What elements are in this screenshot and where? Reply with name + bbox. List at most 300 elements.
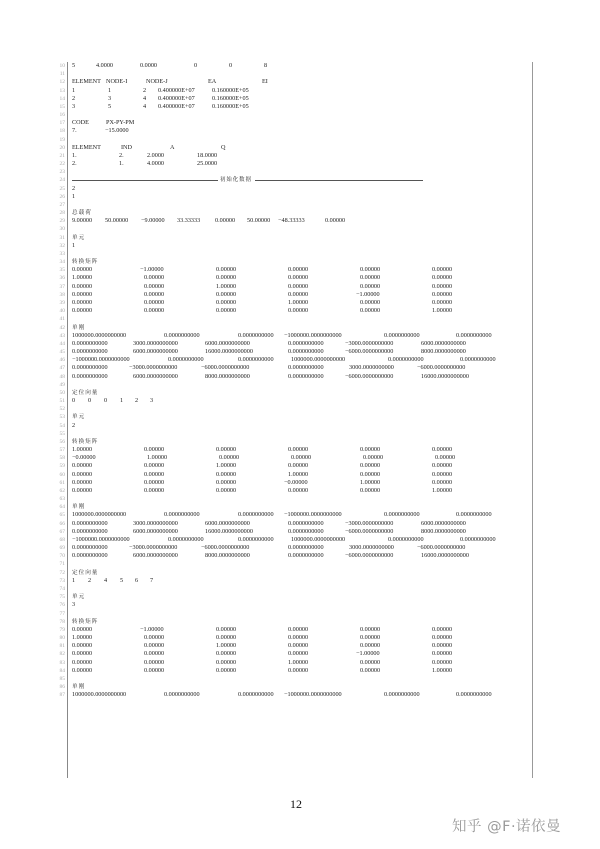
- line-number: 35: [59, 267, 65, 274]
- listing-value: 0.00000: [435, 454, 456, 462]
- listing-line: [0, 250, 600, 258]
- code-listing: [0, 62, 600, 699]
- line-number: 87: [59, 692, 65, 699]
- listing-line: [0, 503, 600, 511]
- listing-value: 0.0000000000: [168, 356, 204, 364]
- listing-value: 0.00000: [288, 266, 309, 274]
- listing-value: ELEMENT: [72, 143, 101, 151]
- listing-value: 0.0000000000: [164, 331, 200, 339]
- listing-value: −3000.0000000000: [345, 519, 394, 527]
- listing-line: [0, 193, 600, 201]
- listing-value: 0.00000: [432, 650, 453, 658]
- listing-line: [0, 585, 600, 593]
- listing-value: 0.0000000000: [288, 372, 324, 380]
- listing-value: 3: [72, 102, 76, 110]
- listing-value: 0.00000: [288, 282, 309, 290]
- listing-value: 0: [88, 397, 92, 405]
- listing-value: −1000000.0000000000: [284, 511, 342, 519]
- listing-value: 1: [120, 397, 124, 405]
- listing-value: 3: [150, 397, 154, 405]
- listing-line: [0, 691, 600, 699]
- listing-value: 0.0000000000: [384, 691, 420, 699]
- line-number: 46: [59, 357, 65, 364]
- separator-title: 初始化数据: [220, 177, 252, 184]
- listing-line: [0, 332, 600, 340]
- listing-value: 0.00000: [72, 462, 93, 470]
- line-number: 82: [59, 651, 65, 658]
- line-number: 37: [59, 283, 65, 290]
- listing-value: 0.00000: [288, 642, 309, 650]
- listing-value: 0.00000: [432, 462, 453, 470]
- listing-line: [0, 103, 600, 111]
- listing-value: 0.00000: [216, 290, 237, 298]
- listing-value: 1.00000: [288, 298, 309, 306]
- listing-line: [0, 291, 600, 299]
- listing-line: [0, 413, 600, 421]
- listing-value: 0.00000: [432, 298, 453, 306]
- listing-line: [0, 479, 600, 487]
- listing-value: 0.00000: [360, 486, 381, 494]
- section-heading: 单元: [72, 234, 86, 241]
- line-number: 51: [59, 398, 65, 405]
- line-number: 13: [59, 87, 65, 94]
- listing-value: NODE-J: [146, 78, 168, 86]
- listing-value: −3000.0000000000: [345, 339, 394, 347]
- line-number: 50: [59, 389, 65, 396]
- listing-line: [0, 659, 600, 667]
- line-number: 25: [59, 185, 65, 192]
- listing-value: 50.00000: [247, 217, 271, 225]
- listing-value: 0.00000: [291, 454, 312, 462]
- listing-value: 0.00000: [144, 446, 165, 454]
- line-number: 43: [59, 332, 65, 339]
- listing-value: 0.00000: [288, 274, 309, 282]
- listing-value: 0.00000: [72, 642, 93, 650]
- listing-value: 0.00000: [360, 470, 381, 478]
- line-number: 67: [59, 528, 65, 535]
- line-number: 20: [59, 144, 65, 151]
- listing-value: −6000.0000000000: [417, 364, 466, 372]
- listing-value: 2: [72, 184, 76, 192]
- section-heading: 转换矩阵: [72, 618, 99, 625]
- listing-line: [0, 569, 600, 577]
- listing-value: 0.0000000000: [288, 552, 324, 560]
- line-number: 15: [59, 103, 65, 110]
- line-number: 42: [59, 324, 65, 331]
- listing-value: 0.00000: [216, 666, 237, 674]
- listing-value: 16000.0000000000: [205, 527, 253, 535]
- section-heading: 总载荷: [72, 210, 92, 217]
- listing-line: [0, 438, 600, 446]
- line-number: 47: [59, 365, 65, 372]
- listing-line: [0, 185, 600, 193]
- listing-value: A: [170, 143, 175, 151]
- listing-value: 0.0000000000: [384, 511, 420, 519]
- listing-line: [0, 397, 600, 405]
- listing-value: 0.0000000000: [288, 339, 324, 347]
- listing-value: 3: [108, 94, 112, 102]
- line-number: 69: [59, 545, 65, 552]
- listing-value: 0.00000: [216, 478, 237, 486]
- listing-value: 0.0000000000: [238, 356, 274, 364]
- listing-value: 2: [72, 94, 76, 102]
- listing-value: 3000.0000000000: [133, 339, 178, 347]
- listing-value: −6000.0000000000: [345, 552, 394, 560]
- listing-value: 0.0000000000: [72, 527, 108, 535]
- listing-line: [0, 511, 600, 519]
- listing-value: 0.00000: [325, 217, 346, 225]
- listing-value: 0.00000: [144, 274, 165, 282]
- listing-value: 25.0000: [197, 160, 218, 168]
- listing-value: 0.00000: [360, 658, 381, 666]
- listing-value: 0.00000: [144, 470, 165, 478]
- listing-value: −9.00000: [141, 217, 165, 225]
- line-number: 28: [59, 210, 65, 217]
- listing-value: 0.00000: [360, 666, 381, 674]
- watermark: 知乎 @F·诺依曼: [452, 819, 562, 835]
- listing-value: 4: [104, 576, 108, 584]
- listing-value: −1000000.0000000000: [72, 356, 130, 364]
- listing-value: 0.0000000000: [288, 348, 324, 356]
- listing-value: 0.0000000000: [460, 356, 496, 364]
- listing-value: 0.00000: [144, 462, 165, 470]
- listing-value: 0.00000: [144, 650, 165, 658]
- listing-line: [0, 650, 600, 658]
- line-number: 54: [59, 422, 65, 429]
- line-number: 74: [59, 586, 65, 592]
- listing-value: 0.0000000000: [168, 535, 204, 543]
- listing-value: −6000.0000000000: [345, 527, 394, 535]
- listing-value: −1000000.0000000000: [284, 691, 342, 699]
- listing-value: 2.: [72, 160, 77, 168]
- listing-value: 1.00000: [216, 462, 237, 470]
- line-number: 24: [59, 177, 65, 184]
- section-heading: 单元: [72, 594, 86, 601]
- listing-value: 5: [120, 576, 124, 584]
- listing-value: 8000.0000000000: [421, 527, 466, 535]
- line-number: 72: [59, 569, 65, 576]
- listing-value: 6000.0000000000: [421, 519, 466, 527]
- listing-value: 0.00000: [72, 478, 93, 486]
- listing-line: [0, 111, 600, 119]
- listing-value: 16000.0000000000: [421, 372, 469, 380]
- listing-line: [0, 593, 600, 601]
- line-number: 71: [59, 561, 65, 568]
- line-number: 77: [59, 610, 65, 617]
- listing-value: 0.0000000000: [456, 511, 492, 519]
- listing-line: [0, 152, 600, 160]
- listing-value: 0.0000000000: [288, 544, 324, 552]
- section-heading: 单刚: [72, 684, 86, 691]
- listing-value: −6000.0000000000: [417, 544, 466, 552]
- listing-value: 8000.0000000000: [205, 372, 250, 380]
- listing-value: 9.00000: [72, 217, 93, 225]
- listing-value: 0: [229, 62, 233, 69]
- listing-value: 5: [72, 62, 76, 69]
- listing-value: 0.00000: [216, 625, 237, 633]
- listing-value: 0.0000000000: [238, 331, 274, 339]
- listing-value: 0.00000: [144, 658, 165, 666]
- line-number: 23: [59, 169, 65, 176]
- separator-rule: [72, 180, 218, 181]
- line-number: 62: [59, 487, 65, 494]
- listing-line: [0, 136, 600, 144]
- line-number: 21: [59, 152, 65, 159]
- line-number: 34: [59, 259, 65, 266]
- listing-value: −6000.0000000000: [345, 348, 394, 356]
- line-number: 85: [59, 675, 65, 682]
- listing-value: 8: [264, 62, 268, 69]
- listing-value: 1: [72, 86, 76, 94]
- listing-value: Q: [221, 143, 226, 151]
- listing-line: [0, 127, 600, 135]
- listing-line: [0, 225, 600, 233]
- line-number: 12: [59, 79, 65, 86]
- listing-value: 8000.0000000000: [421, 348, 466, 356]
- listing-line: [0, 471, 600, 479]
- listing-value: 1.00000: [432, 307, 453, 315]
- listing-value: 1000000.0000000000: [72, 691, 127, 699]
- listing-value: 2.: [119, 151, 124, 159]
- listing-value: EA: [208, 78, 217, 86]
- listing-line: [0, 683, 600, 691]
- listing-line: [0, 381, 600, 389]
- listing-value: 0.00000: [144, 486, 165, 494]
- listing-value: 0.00000: [360, 282, 381, 290]
- listing-value: 0.00000: [72, 486, 93, 494]
- listing-value: 0.00000: [216, 634, 237, 642]
- listing-value: 1: [108, 86, 112, 94]
- listing-value: 0.00000: [72, 298, 93, 306]
- line-number: 65: [59, 512, 65, 519]
- listing-value: 0: [104, 397, 108, 405]
- listing-value: 0.0000000000: [238, 511, 274, 519]
- line-number: 83: [59, 659, 65, 666]
- listing-value: 0.00000: [72, 290, 93, 298]
- listing-line: [0, 520, 600, 528]
- listing-line: [0, 274, 600, 282]
- line-number: 64: [59, 504, 65, 511]
- listing-value: 2: [143, 86, 147, 94]
- section-heading: 单刚: [72, 324, 86, 331]
- listing-value: 0.00000: [72, 658, 93, 666]
- listing-value: 0.00000: [72, 307, 93, 315]
- listing-line: [0, 487, 600, 495]
- listing-value: 0.00000: [216, 650, 237, 658]
- line-number: 14: [59, 95, 65, 102]
- listing-value: 0.00000: [432, 470, 453, 478]
- listing-value: 1.: [72, 151, 77, 159]
- listing-value: 1: [72, 576, 76, 584]
- page-number: 12: [290, 797, 302, 811]
- listing-value: 5: [108, 102, 112, 110]
- listing-value: 0.0000000000: [388, 535, 424, 543]
- line-number: 57: [59, 447, 65, 454]
- listing-line: [0, 119, 600, 127]
- listing-value: −0.00000: [284, 478, 308, 486]
- listing-line: [0, 430, 600, 438]
- listing-line: [0, 536, 600, 544]
- listing-value: 0.00000: [216, 266, 237, 274]
- listing-value: 0.00000: [72, 650, 93, 658]
- listing-value: 0.00000: [144, 307, 165, 315]
- listing-line: [0, 389, 600, 397]
- listing-value: 0.0000000000: [388, 356, 424, 364]
- line-number: 29: [59, 218, 65, 225]
- listing-value: IND: [121, 143, 132, 151]
- listing-line: [0, 601, 600, 609]
- listing-value: 0.00000: [72, 470, 93, 478]
- listing-value: 1: [72, 241, 76, 249]
- listing-value: 0.00000: [215, 217, 236, 225]
- line-number: 55: [59, 430, 65, 437]
- line-number: 73: [59, 577, 65, 584]
- listing-value: 0.00000: [216, 298, 237, 306]
- listing-value: 0.00000: [288, 307, 309, 315]
- listing-line: [0, 95, 600, 103]
- listing-value: 6000.0000000000: [421, 339, 466, 347]
- section-heading: 定位向量: [72, 569, 99, 576]
- listing-value: 0.0000000000: [288, 527, 324, 535]
- listing-value: 0.00000: [144, 642, 165, 650]
- listing-value: 0.00000: [219, 454, 240, 462]
- listing-value: 6: [135, 576, 139, 584]
- listing-value: 0.00000: [360, 446, 381, 454]
- line-number: 11: [59, 71, 65, 78]
- listing-value: 2: [135, 397, 139, 405]
- listing-value: 1.00000: [72, 446, 93, 454]
- listing-value: 16000.0000000000: [205, 348, 253, 356]
- line-number: 80: [59, 635, 65, 642]
- listing-line: [0, 201, 600, 209]
- listing-value: 0.00000: [216, 446, 237, 454]
- line-number: 52: [59, 406, 65, 413]
- line-number: 40: [59, 308, 65, 315]
- listing-value: PX-PY-PM: [106, 119, 135, 127]
- listing-value: 0.00000: [360, 642, 381, 650]
- line-number: 56: [59, 438, 65, 445]
- listing-value: 0.00000: [432, 266, 453, 274]
- listing-line: [0, 234, 600, 242]
- listing-value: 1.00000: [360, 478, 381, 486]
- listing-line: [0, 667, 600, 675]
- listing-value: −1.00000: [356, 290, 380, 298]
- section-heading: 转换矩阵: [72, 259, 99, 266]
- listing-value: 0.0000000000: [384, 331, 420, 339]
- listing-value: −15.0000: [105, 127, 129, 135]
- line-number: 32: [59, 242, 65, 249]
- listing-line: [0, 176, 600, 184]
- listing-value: 0: [194, 62, 198, 69]
- listing-value: 0.0000000000: [288, 519, 324, 527]
- line-number: 19: [59, 136, 65, 143]
- line-number: 61: [59, 479, 65, 486]
- listing-value: −1.00000: [356, 650, 380, 658]
- listing-line: [0, 618, 600, 626]
- listing-line: [0, 610, 600, 618]
- listing-value: 0.0000000000: [72, 339, 108, 347]
- listing-line: [0, 495, 600, 503]
- listing-value: 0.0000000000: [238, 535, 274, 543]
- listing-line: [0, 217, 600, 225]
- listing-line: [0, 144, 600, 152]
- listing-value: 0.0000000000: [72, 519, 108, 527]
- line-number: 59: [59, 463, 65, 470]
- listing-value: 0.00000: [288, 446, 309, 454]
- listing-value: 0.00000: [144, 282, 165, 290]
- listing-value: 1.00000: [432, 486, 453, 494]
- line-number: 68: [59, 536, 65, 543]
- line-number: 49: [59, 381, 65, 388]
- listing-value: 1.: [119, 160, 124, 168]
- listing-value: −3000.0000000000: [129, 364, 178, 372]
- listing-value: 3000.0000000000: [349, 364, 394, 372]
- listing-line: [0, 348, 600, 356]
- listing-line: [0, 62, 600, 70]
- listing-value: 1.00000: [147, 454, 168, 462]
- listing-value: 0.160000E+05: [212, 102, 249, 110]
- listing-value: 0.00000: [144, 634, 165, 642]
- line-number: 78: [59, 618, 65, 625]
- listing-value: 0.00000: [72, 625, 93, 633]
- listing-value: 0.00000: [360, 298, 381, 306]
- listing-value: 0.00000: [288, 634, 309, 642]
- listing-value: 2.0000: [147, 151, 165, 159]
- listing-value: 1000000.0000000000: [291, 535, 346, 543]
- line-number: 18: [59, 128, 65, 135]
- listing-line: [0, 642, 600, 650]
- listing-value: −1.00000: [140, 266, 164, 274]
- listing-value: 16000.0000000000: [421, 552, 469, 560]
- listing-line: [0, 87, 600, 95]
- listing-line: [0, 544, 600, 552]
- line-number: 31: [59, 234, 65, 241]
- listing-value: 0.00000: [144, 290, 165, 298]
- listing-value: 0.160000E+05: [212, 86, 249, 94]
- listing-value: 0.400000E+07: [158, 86, 195, 94]
- listing-line: [0, 446, 600, 454]
- listing-value: 0.0000000000: [72, 552, 108, 560]
- listing-value: 0.0000000000: [238, 691, 274, 699]
- listing-line: [0, 626, 600, 634]
- listing-line: [0, 577, 600, 585]
- line-number: 10: [59, 63, 65, 69]
- line-number: 30: [59, 226, 65, 233]
- listing-value: 0.00000: [216, 307, 237, 315]
- listing-value: 6000.0000000000: [133, 372, 178, 380]
- listing-value: 1000000.0000000000: [291, 356, 346, 364]
- line-number: 16: [59, 112, 65, 119]
- listing-value: 0.0000000000: [288, 364, 324, 372]
- listing-value: 1.00000: [288, 658, 309, 666]
- listing-value: 0.0000000000: [456, 331, 492, 339]
- listing-value: 6000.0000000000: [205, 519, 250, 527]
- listing-value: 1.00000: [216, 642, 237, 650]
- listing-value: 1.00000: [288, 470, 309, 478]
- listing-value: 0.00000: [144, 298, 165, 306]
- line-number: 26: [59, 193, 65, 200]
- listing-value: 0.00000: [363, 454, 384, 462]
- listing-line: [0, 405, 600, 413]
- listing-value: 0: [72, 397, 76, 405]
- listing-value: 0.0000000000: [72, 544, 108, 552]
- listing-value: 0.00000: [216, 274, 237, 282]
- listing-line: [0, 462, 600, 470]
- listing-value: 0.00000: [360, 462, 381, 470]
- listing-value: 3: [72, 601, 76, 609]
- line-number: 44: [59, 340, 65, 347]
- listing-value: −6000.0000000000: [201, 364, 250, 372]
